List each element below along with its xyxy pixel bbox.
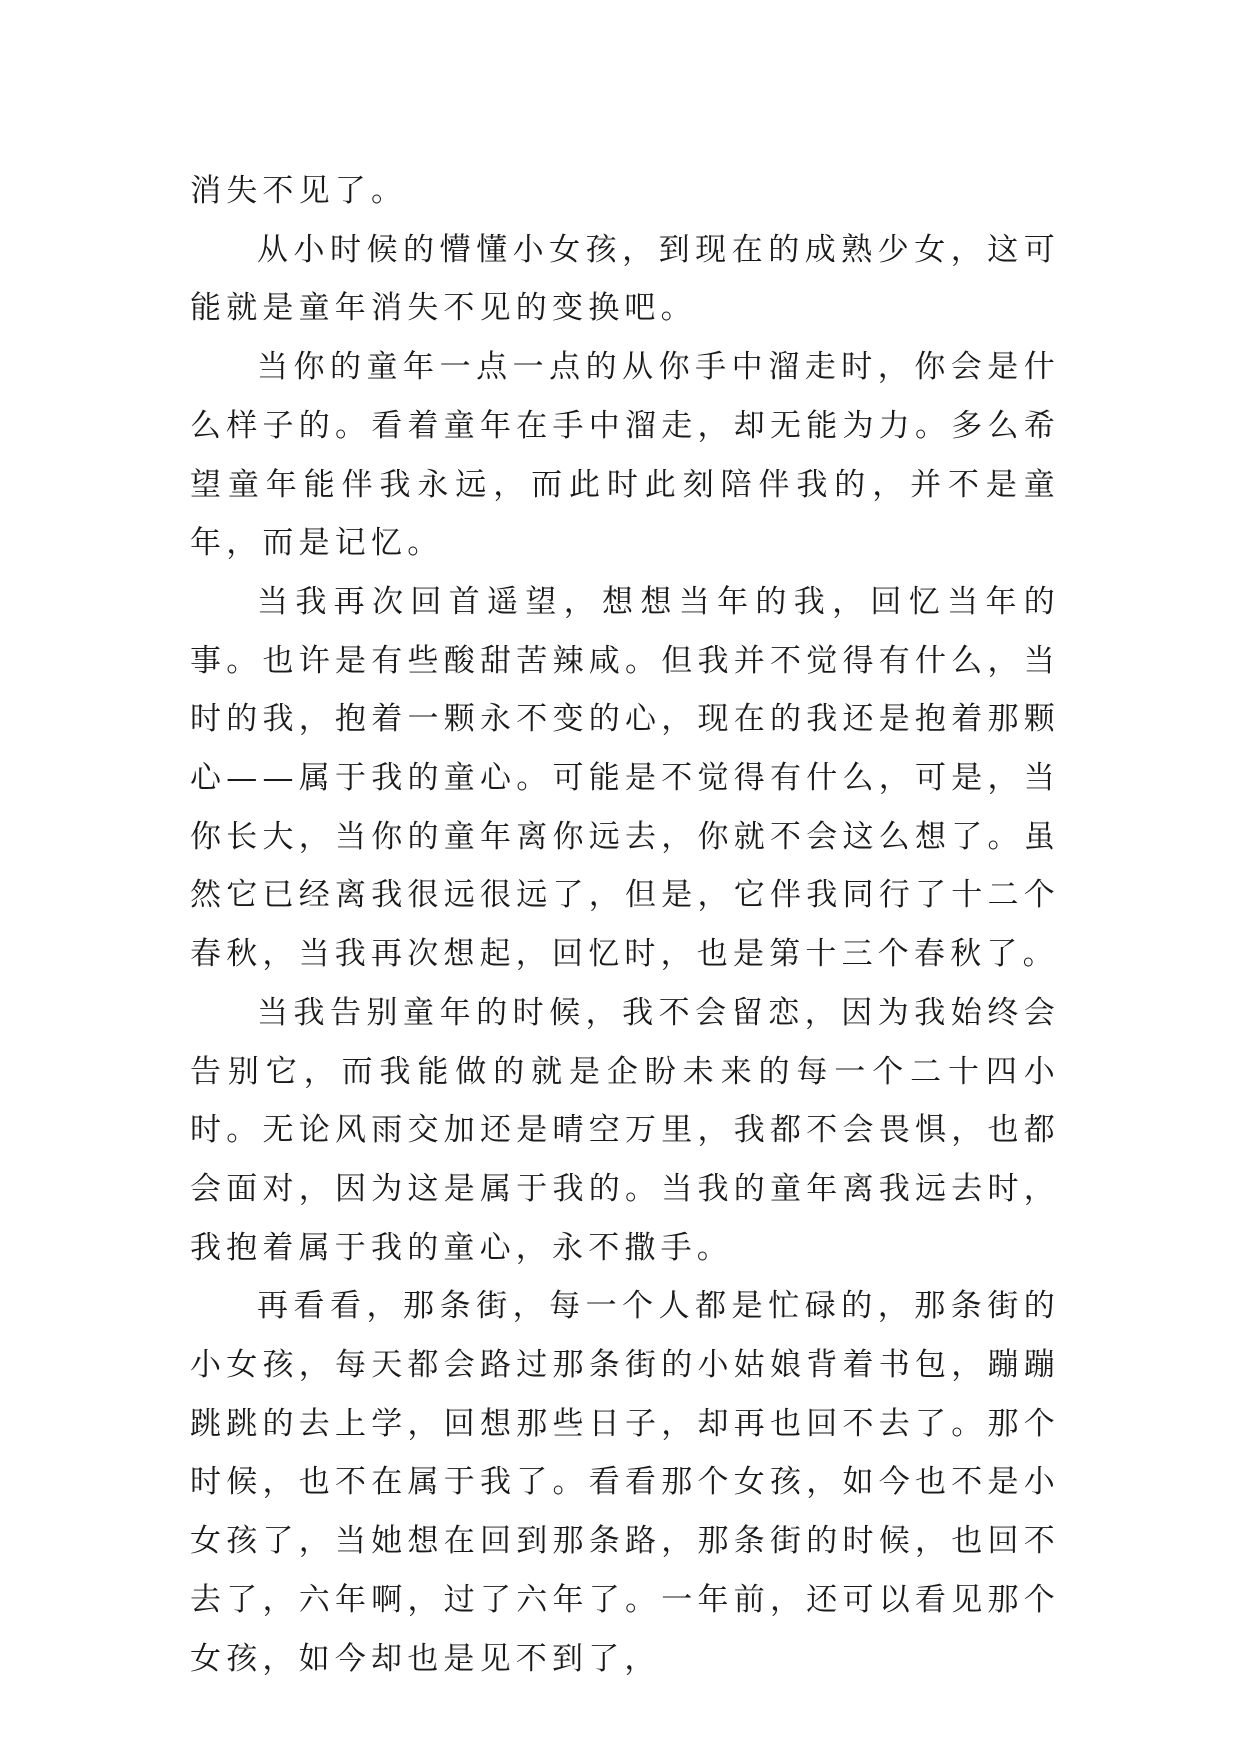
paragraph-2: 从小时候的懵懂小女孩，到现在的成熟少女，这可能就是童年消失不见的变换吧。 bbox=[190, 231, 1060, 327]
paragraph-5: 当我告别童年的时候，我不会留恋，因为我始终会告别它，而我能做的就是企盼未来的每一个二十四小时。无论风雨交加还是晴空万里，我都不会畏惧，也都会面对，因为这是属于我的。当我的童年离我远去时，我抱着属于我的童心，永不撒手。 bbox=[190, 994, 1060, 1266]
paragraph-1: 消失不见了。 bbox=[190, 173, 408, 209]
document-body bbox=[190, 162, 1060, 1688]
paragraph-6: 再看看，那条街，每一个人都是忙碌的，那条街的小女孩，每天都会路过那条街的小姑娘背着书包，蹦蹦跳跳的去上学，回想那些日子，却再也回不去了。那个时候，也不在属于我了。看看那个女孩，如今也不是小女孩了，当她想在回到那条路，那条街的时候，也回不去了，六年啊，过了六年了。一年前，还可以看见那个女孩，如今却也是见不到了， bbox=[190, 1288, 1060, 1677]
paragraph-3: 当你的童年一点一点的从你手中溜走时，你会是什么样子的。看着童年在手中溜走，却无能为力。多么希望童年能伴我永远，而此时此刻陪伴我的，并不是童年，而是记忆。 bbox=[190, 349, 1060, 562]
paragraph-4: 当我再次回首遥望，想想当年的我，回忆当年的事。也许是有些酸甜苦辣咸。但我并不觉得有什么，当时的我，抱着一颗永不变的心，现在的我还是抱着那颗心——属于我的童心。可能是不觉得有什么，可是，当你长大，当你的童年离你远去，你就不会这么想了。虽然它已经离我很远很远了，但是，它伴我同行了十二个春秋，当我再次想起，回忆时，也是第十三个春秋了。 bbox=[190, 583, 1060, 973]
